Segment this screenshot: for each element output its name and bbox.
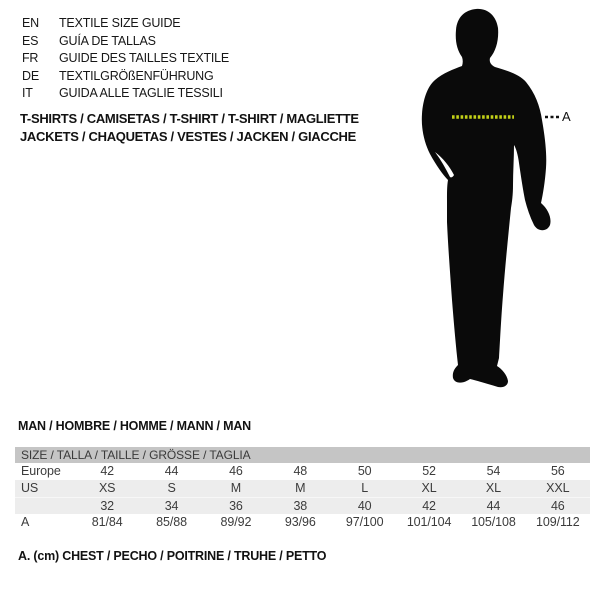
size-cell: 44 bbox=[486, 499, 501, 513]
row-label: US bbox=[21, 481, 39, 495]
table-row-us bbox=[15, 480, 590, 497]
size-cell: M bbox=[295, 481, 306, 495]
language-text: TEXTILE SIZE GUIDE bbox=[59, 16, 181, 30]
language-row-en bbox=[22, 15, 229, 33]
size-table bbox=[15, 447, 590, 531]
language-row-de bbox=[22, 68, 229, 86]
size-cell: 42 bbox=[422, 499, 436, 513]
table-row-europe bbox=[15, 463, 590, 480]
size-cell: 52 bbox=[422, 464, 436, 478]
language-row-es bbox=[22, 33, 229, 51]
row-label: A bbox=[21, 515, 30, 529]
size-cell: 38 bbox=[293, 499, 308, 513]
product-line-tshirts: T-SHIRTS / CAMISETAS / T-SHIRT / T-SHIRT / MAGLIETTE bbox=[20, 111, 359, 126]
size-cell: 44 bbox=[164, 464, 179, 478]
language-code: DE bbox=[22, 68, 39, 83]
language-list bbox=[22, 15, 229, 103]
language-row-it bbox=[22, 85, 229, 103]
size-cell: 109/112 bbox=[536, 515, 580, 529]
size-cell: 54 bbox=[486, 464, 501, 478]
product-lines bbox=[20, 110, 359, 145]
row-label bbox=[15, 498, 75, 514]
size-cell: 46 bbox=[229, 464, 243, 478]
man-figure bbox=[400, 0, 600, 420]
size-cell: 50 bbox=[357, 464, 372, 478]
language-code: FR bbox=[22, 51, 39, 66]
product-line-jackets: JACKETS / CHAQUETAS / VESTES / JACKEN / GIACCHE bbox=[20, 128, 356, 144]
size-table-header: SIZE / TALLA / TAILLE / GRÖSSE / TAGLIA bbox=[15, 447, 590, 463]
size-cell: 81/84 bbox=[91, 515, 123, 529]
language-code: IT bbox=[22, 86, 33, 101]
size-cell: 89/92 bbox=[220, 515, 252, 529]
chest-measure-label: A bbox=[562, 109, 571, 124]
size-cell: 34 bbox=[164, 499, 179, 513]
language-text: GUIDE DES TAILLES TEXTILE bbox=[59, 51, 230, 66]
size-cell: 48 bbox=[293, 464, 308, 478]
size-cell: L bbox=[361, 481, 369, 495]
size-cell: XL bbox=[485, 481, 501, 495]
size-cell: M bbox=[230, 481, 242, 495]
size-cell: 105/108 bbox=[471, 515, 516, 529]
size-cell: 40 bbox=[357, 499, 372, 513]
language-code: EN bbox=[22, 16, 39, 30]
size-cell: 32 bbox=[100, 499, 115, 513]
language-text: GUÍA DE TALLAS bbox=[59, 33, 156, 48]
size-cell: 101/104 bbox=[406, 515, 452, 529]
size-cell: 42 bbox=[100, 464, 115, 478]
table-row-numeric bbox=[15, 497, 590, 514]
size-cell: XS bbox=[98, 481, 116, 495]
language-text: TEXTILGRÖßENFÜHRUNG bbox=[59, 68, 214, 83]
size-cell: 85/88 bbox=[156, 515, 187, 529]
size-cell: S bbox=[167, 481, 176, 495]
size-cell: 46 bbox=[550, 499, 565, 513]
row-label: Europe bbox=[21, 464, 61, 478]
man-silhouette bbox=[422, 9, 551, 387]
table-row-chest-a bbox=[15, 514, 590, 531]
size-cell: XL bbox=[421, 481, 437, 495]
size-cell: XXL bbox=[546, 481, 570, 495]
size-cell: 97/100 bbox=[345, 515, 384, 529]
size-cell: 56 bbox=[550, 464, 565, 478]
language-row-fr bbox=[22, 50, 229, 68]
section-title-man: MAN / HOMBRE / HOMME / MANN / MAN bbox=[18, 419, 251, 433]
footnote-chest: A. (cm) CHEST / PECHO / POITRINE / TRUHE / PETTO bbox=[18, 549, 327, 563]
size-cell: 36 bbox=[229, 499, 243, 513]
language-text: GUIDA ALLE TAGLIE TESSILI bbox=[59, 86, 223, 101]
size-cell: 93/96 bbox=[284, 515, 316, 529]
language-code: ES bbox=[22, 33, 39, 48]
